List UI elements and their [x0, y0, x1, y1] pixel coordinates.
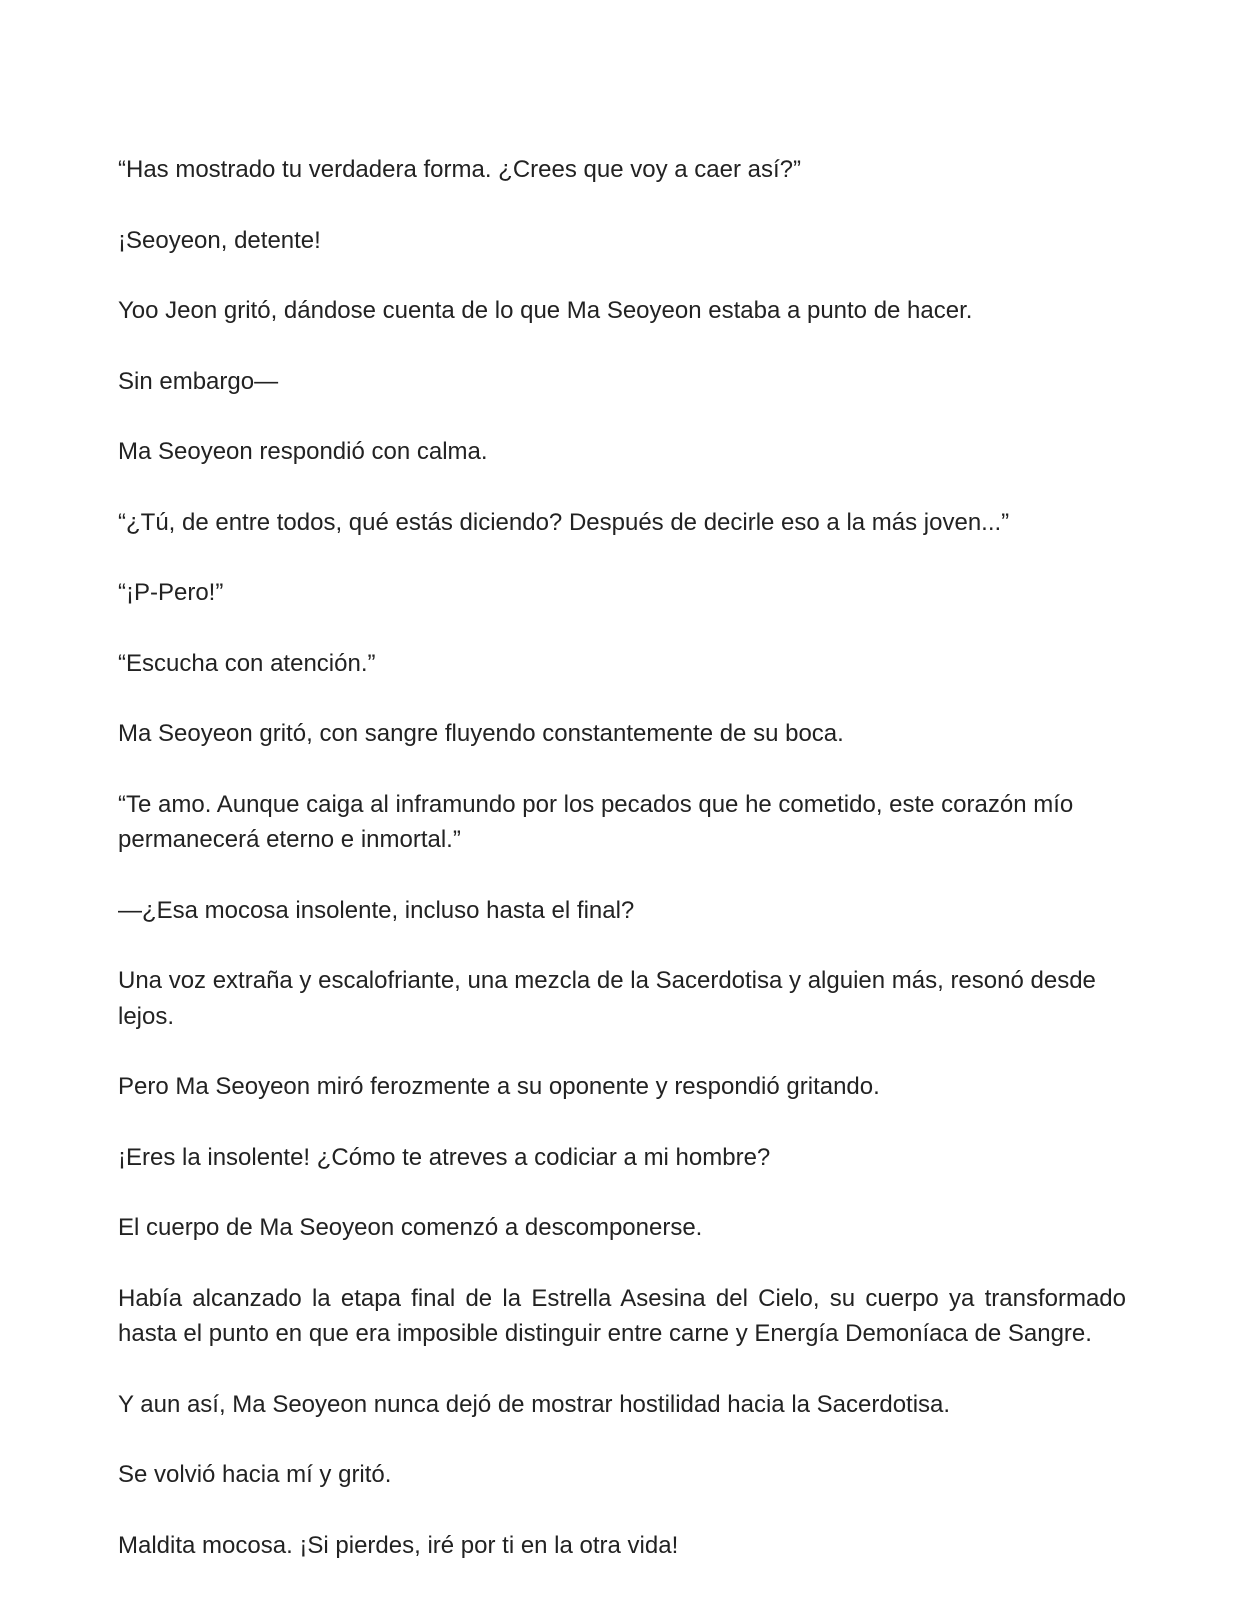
- paragraph-12: Una voz extraña y escalofriante, una mezcla de la Sacerdotisa y alguien más, resonó desde lejos.: [118, 967, 1096, 1030]
- paragraph-17: Y aun así, Ma Seoyeon nunca dejó de mostrar hostilidad hacia la Sacerdotisa.: [118, 1390, 951, 1418]
- paragraph-15: El cuerpo de Ma Seoyeon comenzó a descomponerse.: [118, 1214, 703, 1241]
- paragraph-2: ¡Seoyeon, detente!: [118, 226, 321, 254]
- paragraph-9: Ma Seoyeon gritó, con sangre fluyendo constantemente de su boca.: [118, 720, 844, 747]
- document-body: [118, 152, 1126, 1598]
- paragraph-10: “Te amo. Aunque caiga al inframundo por los pecados que he cometido, este corazón mío permanecerá eterno e inmortal.”: [118, 790, 1074, 853]
- paragraph-4: Sin embargo—: [118, 367, 279, 395]
- paragraph-16: Había alcanzado la etapa final de la Estrella Asesina del Cielo, su cuerpo ya transformado hasta el punto en que era imposible distinguir entre carne y Energía Demoníaca de Sangre.: [118, 1284, 1126, 1347]
- paragraph-1: “Has mostrado tu verdadera forma. ¿Crees que voy a caer así?”: [118, 156, 801, 183]
- paragraph-6: “¿Tú, de entre todos, qué estás diciendo? Después de decirle eso a la más joven...”: [118, 508, 1010, 536]
- paragraph-13: Pero Ma Seoyeon miró ferozmente a su oponente y respondió gritando.: [118, 1073, 880, 1100]
- paragraph-14: ¡Eres la insolente! ¿Cómo te atreves a codiciar a mi hombre?: [118, 1143, 771, 1171]
- paragraph-8: “Escucha con atención.”: [118, 649, 376, 677]
- paragraph-7: “¡P-Pero!”: [118, 579, 224, 606]
- paragraph-11: —¿Esa mocosa insolente, incluso hasta el final?: [118, 896, 635, 924]
- paragraph-3: Yoo Jeon gritó, dándose cuenta de lo que Ma Seoyeon estaba a punto de hacer.: [118, 297, 973, 324]
- paragraph-18: Se volvió hacia mí y gritó.: [118, 1461, 392, 1488]
- paragraph-5: Ma Seoyeon respondió con calma.: [118, 438, 488, 465]
- paragraph-19: Maldita mocosa. ¡Si pierdes, iré por ti en la otra vida!: [118, 1531, 679, 1559]
